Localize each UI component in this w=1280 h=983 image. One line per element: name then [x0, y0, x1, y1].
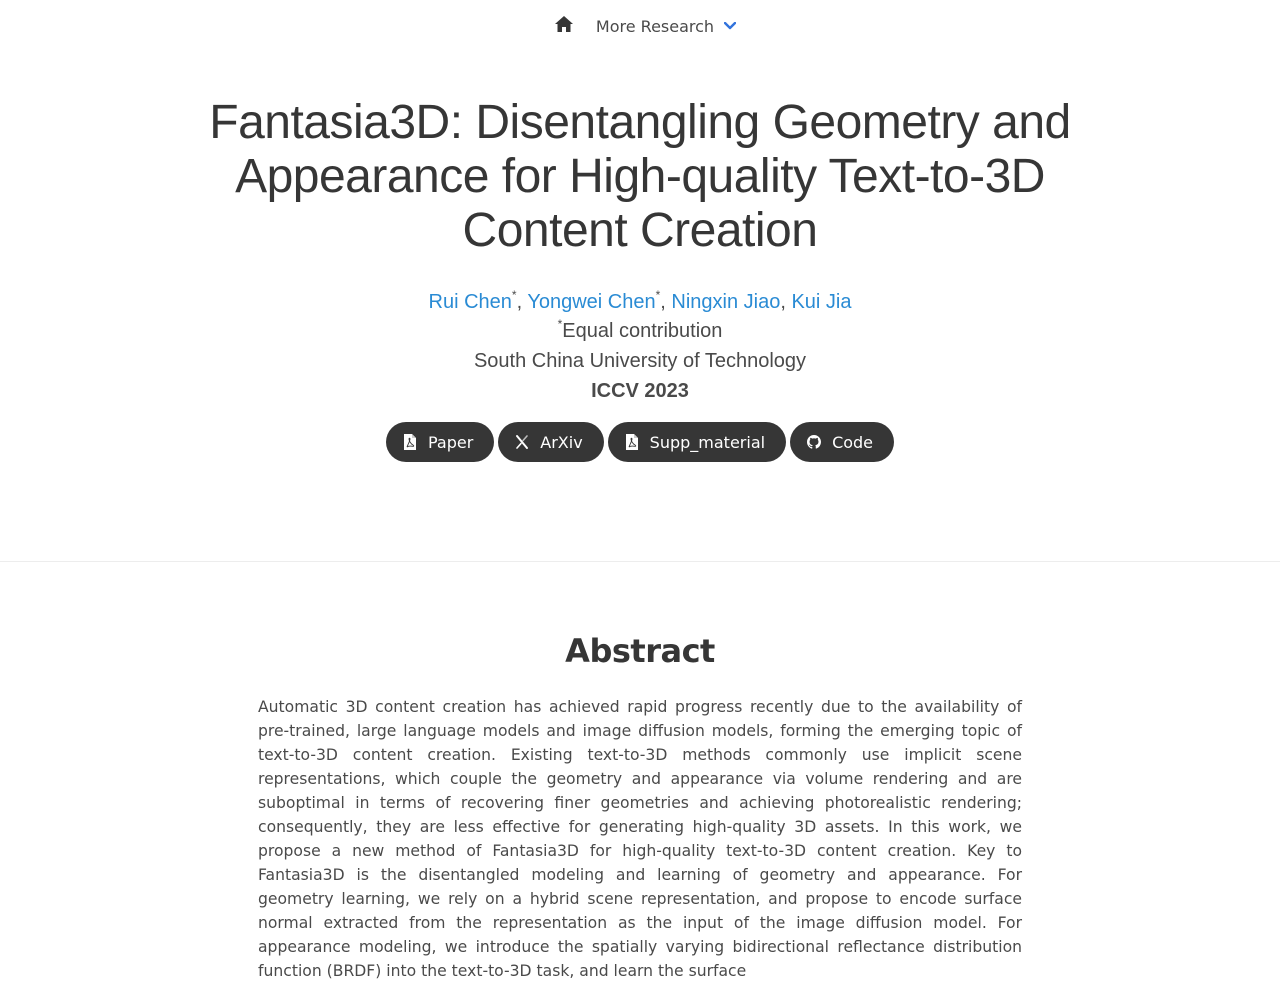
hero-section	[0, 96, 1280, 462]
abstract-heading: Abstract	[565, 632, 715, 670]
affiliation: South China University of Technology	[473, 350, 807, 372]
author-link-kui-jia[interactable]: Kui Jia	[791, 291, 852, 313]
author-list	[0, 288, 1280, 316]
author-mark: *	[511, 288, 517, 302]
home-icon	[555, 16, 573, 36]
abstract-text: Automatic 3D content creation has achieved rapid progress recently due to the availability of pre-trained, large language models and image diffusion models, forming the emerging topic of text-to-3D content creation. Existing text-to-3D methods commonly use implicit scene representations, which couple the geometry and appearance via volume rendering and are suboptimal in terms of recovering finer geometries and achieving photorealistic rendering; consequently, they are less effective for generating high-quality 3D assets. In this work, we propose a new method of Fantasia3D for high-quality text-to-3D content creation. Key to Fantasia3D is the disentangled modeling and learning of geometry and appearance. For geometry learning, we rely on a hybrid scene representation, and propose to encode surface normal extracted from the representation as the input of the image diffusion model. For appearance modeling, we introduce the spatially varying bidirectional reflectance distribution function (BRDF) into the text-to-3D task, and learn the surface	[258, 698, 1022, 980]
pdf-icon	[403, 434, 417, 450]
pdf-icon	[625, 434, 639, 450]
author-separator: ,	[780, 291, 786, 313]
paper-title: Fantasia3D: Disentangling Geometry and Appearance for High-quality Text-to-3D Content Creation	[209, 96, 1071, 257]
paper-button-label: Paper	[427, 432, 474, 452]
author-link-yongwei-chen[interactable]: Yongwei Chen	[527, 291, 656, 313]
supp-material-button-label: Supp_material	[649, 432, 766, 452]
arxiv-button-label: ArXiv	[540, 432, 583, 452]
publication-links	[0, 422, 1280, 462]
github-icon	[807, 434, 821, 450]
venue: ICCV 2023	[591, 380, 689, 402]
top-navbar	[0, 0, 1280, 52]
more-research-label: More Research	[595, 16, 715, 36]
author-link-rui-chen[interactable]: Rui Chen	[428, 291, 512, 313]
more-research-dropdown[interactable]	[596, 0, 736, 52]
arxiv-button[interactable]	[498, 422, 603, 462]
section-divider	[0, 561, 1280, 562]
author-mark: *	[655, 288, 661, 302]
author-separator: ,	[516, 291, 523, 313]
paper-button[interactable]	[386, 422, 494, 462]
supp-material-button[interactable]	[608, 422, 786, 462]
chevron-down-icon	[724, 22, 736, 30]
code-button[interactable]	[790, 422, 894, 462]
contribution-note	[0, 316, 1280, 346]
home-link[interactable]	[544, 0, 584, 52]
arxiv-icon	[515, 434, 529, 450]
author-link-ningxin-jiao[interactable]: Ningxin Jiao	[671, 291, 781, 313]
code-button-label: Code	[832, 432, 874, 452]
author-separator: ,	[660, 291, 666, 313]
contribution-text: Equal contribution	[562, 320, 723, 342]
contribution-mark: *	[557, 317, 563, 331]
